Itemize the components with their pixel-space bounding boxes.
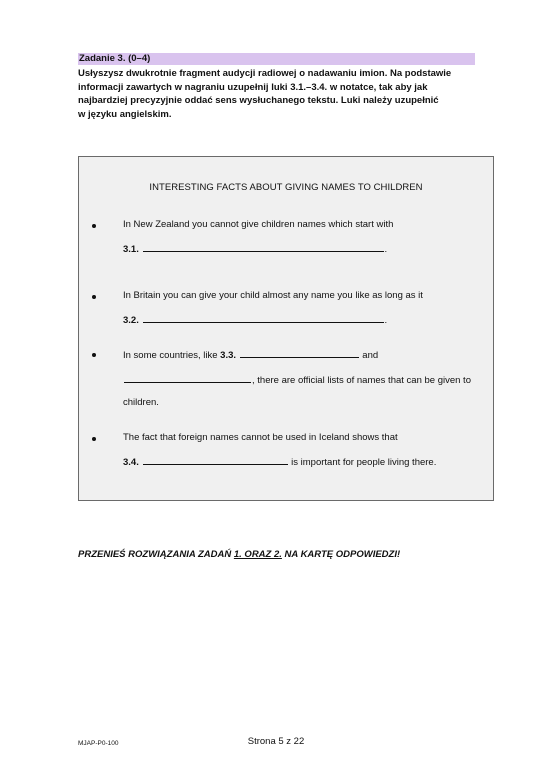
gap-line-3-3	[123, 348, 378, 361]
note-text: , there are official lists of names that can be given to	[252, 375, 471, 386]
transfer-answers-note	[78, 549, 400, 560]
instruction-line: najbardziej precyzyjnie oddać sens wysłuchanego tekstu. Luki należy uzupełnić	[78, 95, 439, 107]
gap-line-3-3b	[123, 373, 471, 386]
exam-code: MJAP-P0-100	[78, 740, 119, 747]
bullet-icon	[92, 224, 96, 228]
note-text: In Britain you can give your child almost any name you like as long as it	[123, 290, 423, 301]
gap-3-2-blank[interactable]	[143, 313, 384, 323]
notes-box	[78, 156, 494, 501]
gap-number: 3.1.	[123, 244, 139, 255]
gap-number: 3.3.	[220, 350, 237, 361]
bullet-icon	[92, 353, 96, 357]
gap-3-4-blank[interactable]	[143, 455, 288, 465]
gap-number: 3.2.	[123, 315, 139, 326]
gap-end: .	[384, 244, 388, 255]
instruction-line: informacji zawartych w nagraniu uzupełnij luki 3.1.–3.4. w notatce, tak aby jak	[78, 81, 428, 93]
page-number: Strona 5 z 22	[247, 736, 305, 747]
note-part-underlined: 1. ORAZ 2.	[233, 549, 282, 560]
note-text: children.	[123, 397, 159, 408]
gap-line-3-4	[123, 455, 436, 468]
note-text: In some countries, like	[123, 350, 221, 361]
gap-3-1-blank[interactable]	[143, 242, 384, 252]
note-text: The fact that foreign names cannot be used in Iceland shows that	[123, 432, 398, 443]
task-header: Zadanie 3. (0–4)	[78, 53, 475, 65]
instruction-line: w języku angielskim.	[78, 108, 172, 120]
gap-3-3-blank-b[interactable]	[124, 373, 251, 383]
gap-end: .	[384, 315, 388, 326]
note-text: is important for people living there.	[291, 457, 437, 468]
note-text: and	[362, 350, 379, 361]
gap-number: 3.4.	[123, 457, 139, 468]
task-instructions	[78, 67, 478, 121]
note-text: In New Zealand you cannot give children names which start with	[123, 219, 394, 230]
bullet-icon	[92, 295, 96, 299]
note-part: NA KARTĘ ODPOWIEDZI!	[281, 549, 401, 560]
gap-line-3-2	[123, 313, 387, 326]
bullet-icon	[92, 437, 96, 441]
gap-line-3-1	[123, 242, 387, 255]
note-part: PRZENIEŚ ROZWIĄZANIA ZADAŃ	[78, 549, 234, 560]
gap-3-3-blank-a[interactable]	[240, 348, 359, 358]
instruction-line: Usłyszysz dwukrotnie fragment audycji radiowej o nadawaniu imion. Na podstawie	[78, 68, 452, 79]
notes-title: INTERESTING FACTS ABOUT GIVING NAMES TO CHILDREN	[149, 182, 423, 193]
